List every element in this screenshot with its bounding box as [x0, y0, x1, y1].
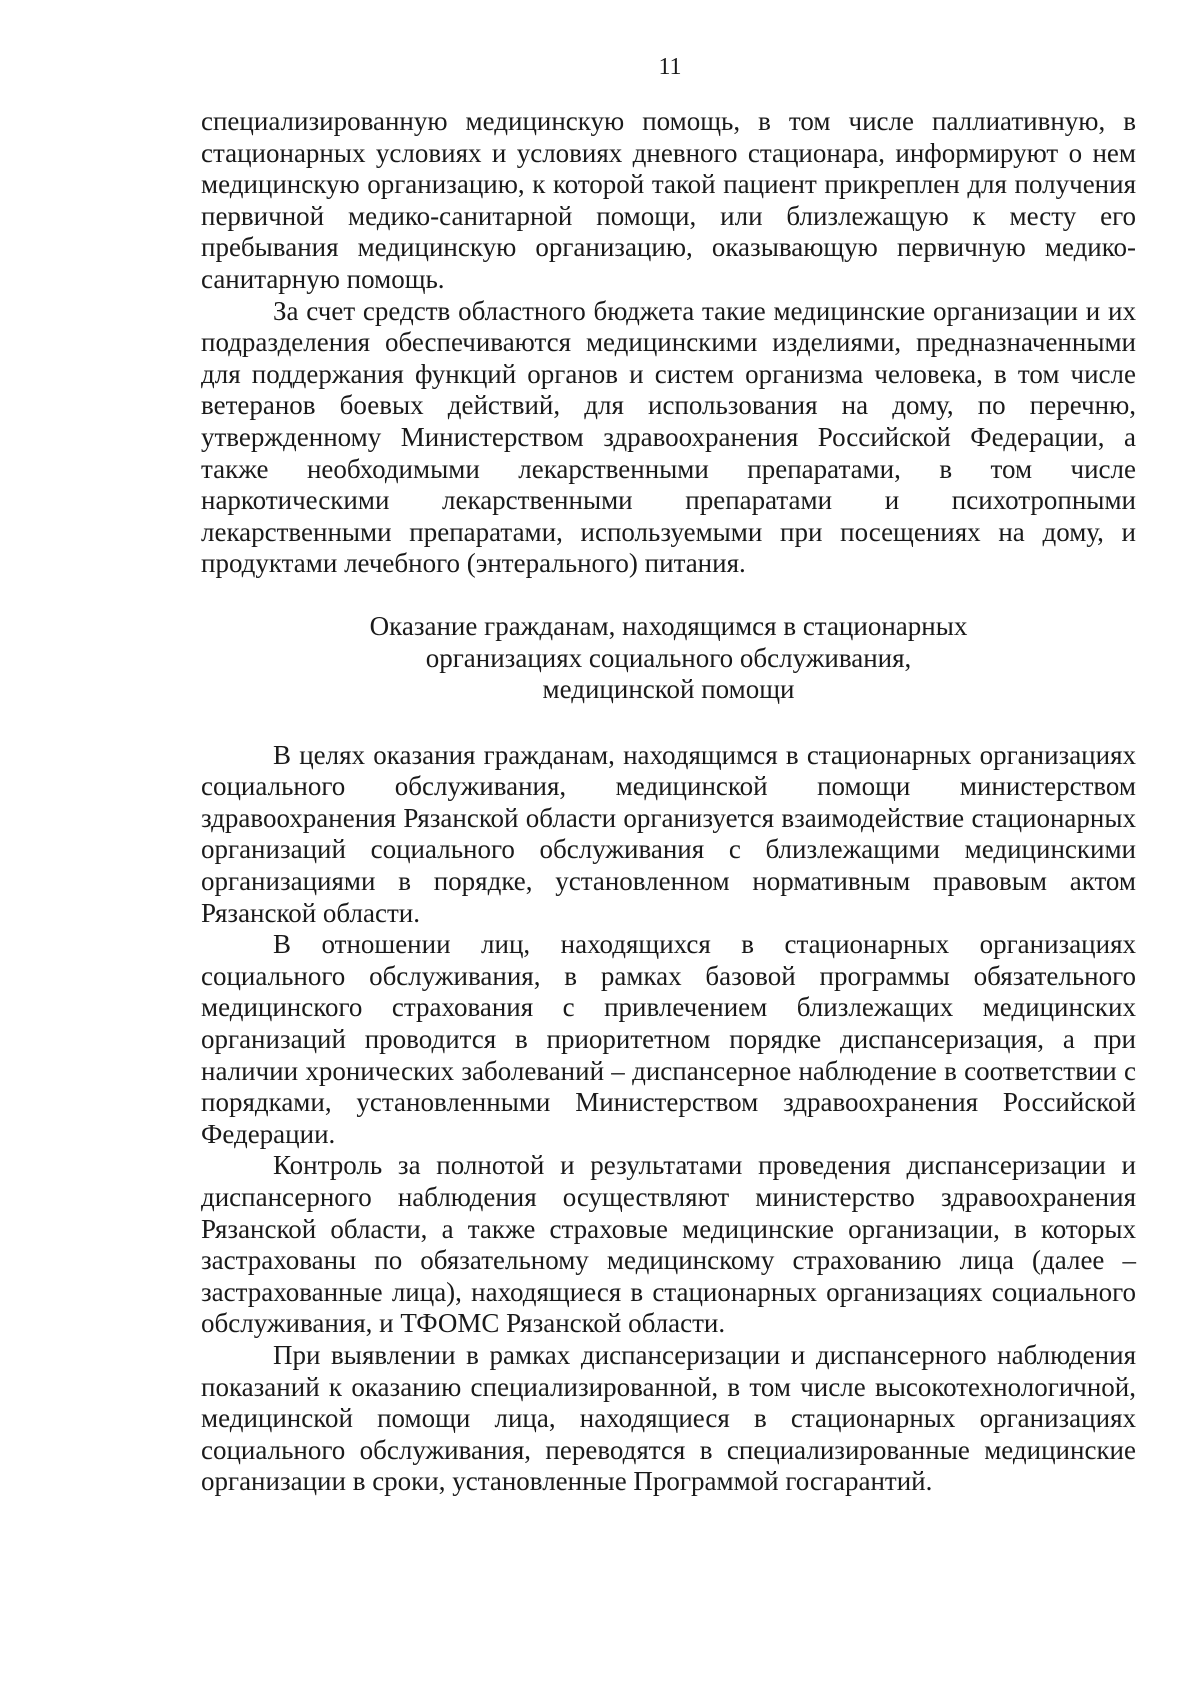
- paragraph-dispensary: В отношении лиц, находящихся в стационарных организациях социального обслуживания, в рамках базовой программы обязательного медицинского страхования с привлечением близлежащих медицинских организаций проводится в приоритетном порядке диспансеризация, а при наличии хронических заболеваний – диспансерное наблюдение в соответствии с порядками, установленными Министерством здравоохранения Российской Федерации.: [201, 929, 1136, 1149]
- page-number: 11: [658, 54, 682, 80]
- section-heading-line-2: организациях социального обслуживания,: [425, 642, 912, 673]
- paragraph-transfer: При выявлении в рамках диспансеризации и диспансерного наблюдения показаний к оказанию специализированной, в том числе высокотехнологичной, медицинской помощи лица, находящиеся в стационарных организациях социального обслуживания, переводятся в специализированные медицинские организации в сроки, установленные Программой госгарантий.: [201, 1339, 1136, 1497]
- paragraph-continuation: специализированную медицинскую помощь, в том числе паллиативную, в стационарных условиях и условиях дневного стационара, информируют о нем медицинскую организацию, к которой такой пациент прикреплен для получения первичной медико-санитарной помощи, или близлежащую к месту его пребывания медицинскую организацию, оказывающую первичную медико-санитарную помощь.: [201, 106, 1136, 294]
- paragraph-regional-budget: За счет средств областного бюджета такие медицинские организации и их подразделения обеспечиваются медицинскими изделиями, предназначенными для поддержания функций органов и систем организма человека, в том числе ветеранов боевых действий, для использования на дому, по перечню, утвержденному Министерством здравоохранения Российской Федерации, а также необходимыми лекарственными препаратами, в том числе наркотическими лекарственными препаратами и психотропными лекарственными препаратами, используемыми при посещениях на дому, и продуктами лечебного (энтерального) питания.: [201, 295, 1136, 579]
- paragraph-control: Контроль за полнотой и результатами проведения диспансеризации и диспансерного наблюдения осуществляют министерство здравоохранения Рязанской области, а также страховые медицинские организации, в которых застрахованы по обязательному медицинскому страхованию лица (далее – застрахованные лица), находящиеся в стационарных организациях социального обслуживания, и ТФОМС Рязанской области.: [201, 1150, 1136, 1339]
- paragraph-interaction: В целях оказания гражданам, находящимся в стационарных организациях социального обслуживания, медицинской помощи министерством здравоохранения Рязанской области организуется взаимодействие стационарных организаций социального обслуживания с близлежащими медицинскими организациями в порядке, установленном нормативным правовым актом Рязанской области.: [201, 739, 1136, 928]
- section-heading: [201, 611, 1136, 706]
- section-heading-line-3: медицинской помощи: [542, 674, 795, 705]
- document-body: [201, 106, 1136, 1498]
- section-heading-line-1: Оказание гражданам, находящимся в стационарных: [369, 610, 968, 641]
